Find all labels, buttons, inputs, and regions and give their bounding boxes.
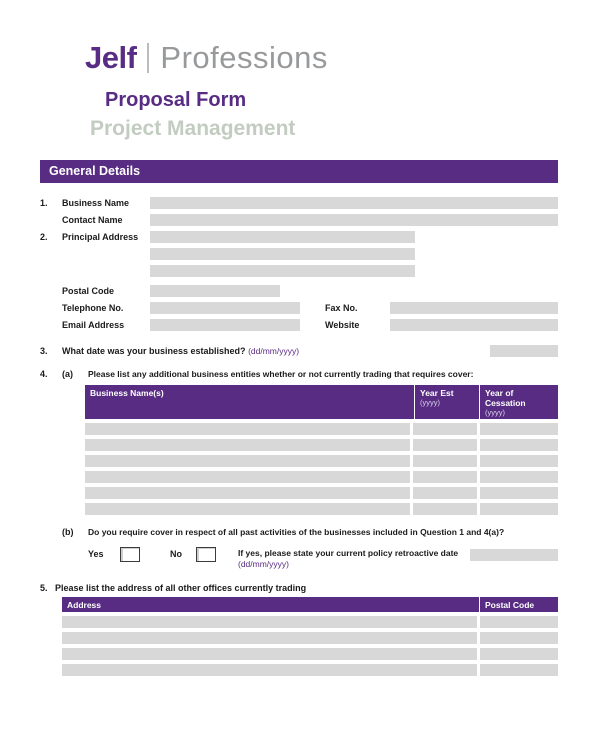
principal-address-row-2 — [40, 248, 558, 260]
table-row — [85, 423, 558, 435]
date-established-label: What date was your business established? — [62, 346, 246, 356]
q4a-label: Please list any additional business entities whether or not currently trading that requires cover: — [88, 369, 474, 379]
business-name-field[interactable] — [150, 197, 558, 209]
office-postal-code-cell[interactable] — [480, 648, 558, 660]
q4-number: 4. — [40, 369, 48, 379]
contact-name-row — [40, 214, 558, 226]
year-est-cell[interactable] — [413, 503, 477, 515]
business-name-cell[interactable] — [85, 455, 410, 467]
brand-header — [0, 0, 600, 141]
business-names-header-cell: Business Name(s) — [85, 385, 414, 419]
office-postal-code-cell[interactable] — [480, 632, 558, 644]
address-header-cell: Address — [62, 597, 479, 612]
fax-field[interactable] — [390, 302, 558, 314]
cessation-header-cell — [480, 385, 558, 419]
q5-row — [40, 583, 558, 593]
year-est-cell[interactable] — [413, 487, 477, 499]
business-name-cell[interactable] — [85, 487, 410, 499]
table-row — [85, 487, 558, 499]
cessation-cell[interactable] — [480, 423, 558, 435]
office-postal-code-cell[interactable] — [480, 616, 558, 628]
principal-address-field-1[interactable] — [150, 231, 415, 243]
page-subtitle: Project Management — [90, 117, 296, 140]
q3-number: 3. — [40, 346, 48, 356]
cessation-cell[interactable] — [480, 471, 558, 483]
business-entities-table — [85, 385, 558, 515]
table-row — [85, 471, 558, 483]
table-row — [85, 503, 558, 515]
email-label: Email Address — [62, 320, 125, 330]
cessation-cell[interactable] — [480, 487, 558, 499]
year-est-cell[interactable] — [413, 471, 477, 483]
date-established-field[interactable] — [490, 345, 558, 357]
table-row — [85, 439, 558, 451]
postal-code-row — [40, 285, 558, 297]
year-est-cell[interactable] — [413, 455, 477, 467]
year-est-header-cell — [415, 385, 479, 419]
contact-name-field[interactable] — [150, 214, 558, 226]
logo — [85, 40, 600, 76]
q4b-letter: (b) — [62, 527, 74, 537]
q4b-row — [40, 527, 558, 537]
website-field[interactable] — [390, 319, 558, 331]
telephone-fax-row — [40, 302, 558, 314]
year-est-header-hint: (yyyy) — [420, 398, 440, 407]
cessation-header-hint: (yyyy) — [485, 408, 505, 417]
table-row — [62, 664, 558, 676]
principal-address-label: Principal Address — [62, 232, 139, 242]
cessation-cell[interactable] — [480, 455, 558, 467]
fax-label: Fax No. — [325, 303, 358, 313]
principal-address-field-2[interactable] — [150, 248, 415, 260]
q2-number: 2. — [40, 232, 48, 242]
if-yes-hint: (dd/mm/yyyy) — [238, 559, 289, 570]
business-name-row — [40, 197, 558, 209]
page-title: Proposal Form — [105, 89, 247, 111]
year-est-cell[interactable] — [413, 439, 477, 451]
table-row — [85, 455, 558, 467]
q1-number: 1. — [40, 198, 48, 208]
email-website-row — [40, 319, 558, 331]
cessation-header-label: Year of Cessation — [485, 388, 526, 408]
yes-no-row — [40, 547, 558, 571]
date-established-label-group — [62, 346, 490, 356]
office-address-cell[interactable] — [62, 664, 477, 676]
website-label: Website — [325, 320, 360, 330]
telephone-field[interactable] — [150, 302, 300, 314]
general-details-section-header: General Details — [40, 160, 558, 183]
contact-name-label: Contact Name — [62, 215, 123, 225]
principal-address-row-3 — [40, 265, 558, 277]
business-name-cell[interactable] — [85, 503, 410, 515]
logo-divider — [147, 43, 149, 73]
office-postal-code-cell[interactable] — [480, 664, 558, 676]
cessation-cell[interactable] — [480, 503, 558, 515]
postal-code-field[interactable] — [150, 285, 280, 297]
yes-label: Yes — [88, 549, 104, 559]
business-name-label: Business Name — [62, 198, 130, 208]
year-est-header-label: Year Est — [420, 388, 454, 398]
postal-code-label: Postal Code — [62, 286, 115, 296]
offices-table — [62, 597, 558, 676]
q5-label: Please list the address of all other offices currently trading — [55, 582, 307, 593]
logo-jelf-text: Jelf — [85, 40, 137, 75]
retroactive-date-field[interactable] — [470, 549, 558, 561]
telephone-label: Telephone No. — [62, 303, 124, 313]
no-checkbox[interactable] — [196, 547, 216, 562]
q4a-letter: (a) — [62, 369, 73, 379]
date-established-hint: (dd/mm/yyyy) — [248, 346, 300, 356]
cessation-cell[interactable] — [480, 439, 558, 451]
offices-table-header — [62, 597, 558, 612]
no-label: No — [170, 549, 182, 559]
form-body — [0, 183, 600, 676]
q4b-label: Do you require cover in respect of all past activities of the businesses included in Question 1 and 4(a)? — [88, 527, 505, 537]
logo-professions-text: Professions — [160, 40, 328, 75]
if-yes-group — [238, 547, 470, 571]
business-name-cell[interactable] — [85, 471, 410, 483]
q4a-row — [40, 369, 558, 379]
table-row — [62, 648, 558, 660]
office-address-cell[interactable] — [62, 616, 477, 628]
if-yes-label: If yes, please state your current policy retroactive date — [238, 548, 459, 558]
yes-checkbox[interactable] — [120, 547, 140, 562]
table-row — [62, 616, 558, 628]
office-address-cell[interactable] — [62, 632, 477, 644]
date-established-row — [40, 345, 558, 357]
principal-address-field-3[interactable] — [150, 265, 415, 277]
office-address-cell[interactable] — [62, 648, 477, 660]
business-name-cell[interactable] — [85, 439, 410, 451]
business-name-cell[interactable] — [85, 423, 410, 435]
q5-number: 5. — [40, 582, 48, 593]
business-entities-table-header — [85, 385, 558, 419]
principal-address-row-1 — [40, 231, 558, 243]
year-est-cell[interactable] — [413, 423, 477, 435]
table-row — [62, 632, 558, 644]
email-field[interactable] — [150, 319, 300, 331]
postal-code-header-cell: Postal Code — [480, 597, 558, 612]
